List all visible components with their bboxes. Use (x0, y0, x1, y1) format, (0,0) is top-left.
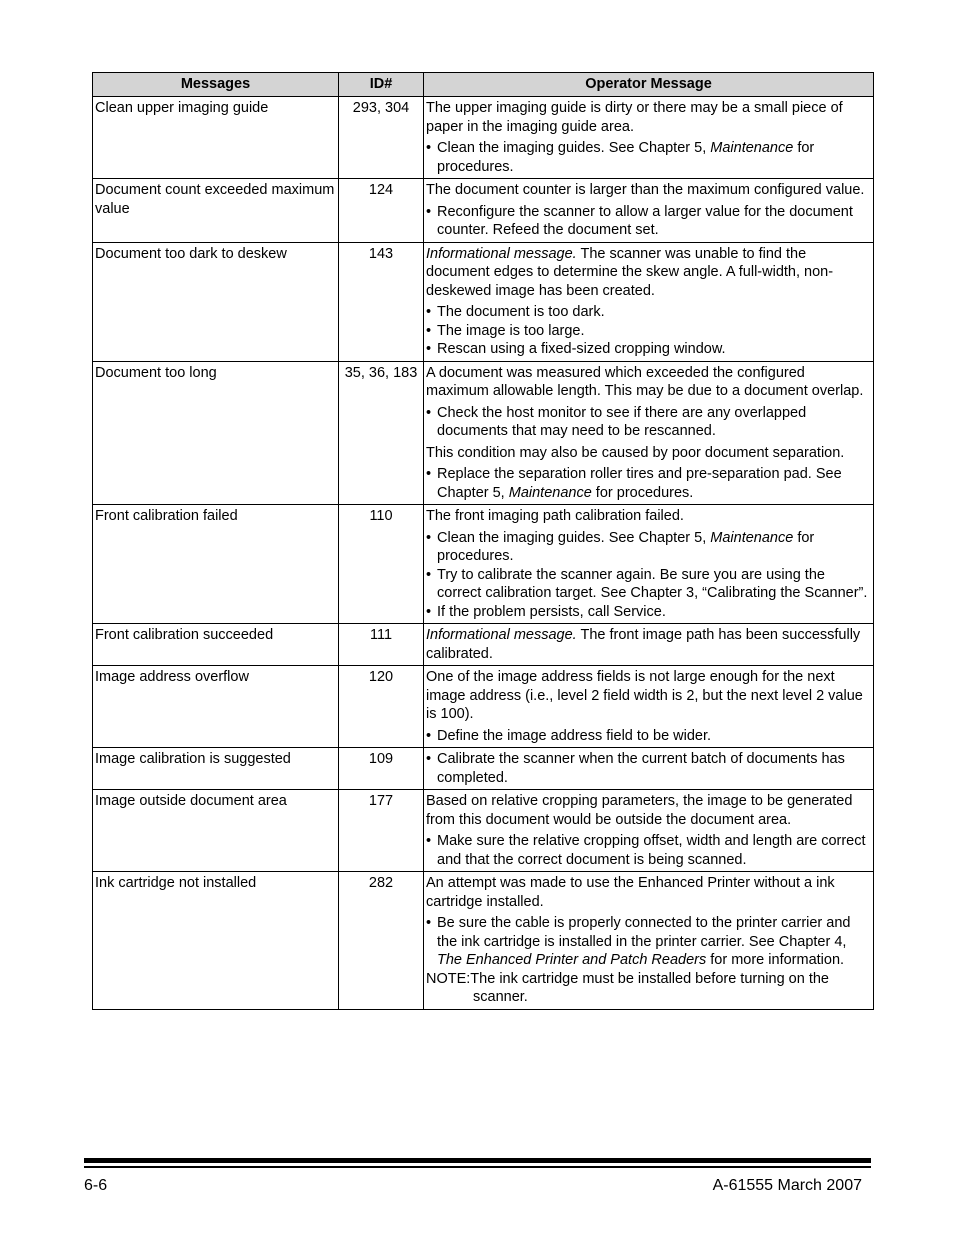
id-cell: 124 (339, 179, 424, 243)
operator-message-cell (424, 666, 874, 748)
document-id: A-61555 March 2007 (712, 1177, 862, 1194)
message-cell: Front calibration succeeded (93, 624, 339, 666)
paragraph (426, 444, 870, 463)
paragraph (426, 668, 870, 724)
bullet-item (426, 566, 870, 603)
table-header-row (93, 73, 874, 97)
bullet-item (426, 727, 870, 746)
text-run: This condition may also be caused by poor document separation. (426, 444, 845, 461)
bullet-item (426, 603, 870, 622)
italic-text: Maintenance (710, 529, 794, 546)
text-run: NOTE:The ink cartridge must be installed before turning on the scanner. (426, 970, 829, 1005)
id-cell: 293, 304 (339, 97, 424, 179)
text-run: If the problem persists, call Service. (437, 603, 666, 620)
message-cell: Document too long (93, 361, 339, 505)
text-run: for more information. (706, 952, 845, 968)
table-body (93, 97, 874, 1010)
bullet-item (426, 340, 870, 359)
paragraph (426, 364, 870, 401)
text-run: for procedures. (437, 140, 815, 175)
bullet-item (426, 139, 870, 176)
bullet-item (426, 404, 870, 441)
text-run: Define the image address field to be wider. (437, 727, 712, 744)
italic-text: Maintenance (710, 140, 794, 156)
message-cell: Image calibration is suggested (93, 748, 339, 790)
text-run: Be sure the cable is properly connected to the printer carrier and the ink cartridge is installed in the printer carrier. See Chapter 4, (437, 915, 851, 950)
text-run: for procedures. (591, 484, 694, 501)
id-cell: 143 (339, 242, 424, 361)
text-run: Calibrate the scanner when the current batch of documents has completed. (437, 751, 845, 786)
text-run: An attempt was made to use the Enhanced Printer without a ink cartridge installed. (426, 875, 835, 910)
bullet-item (426, 529, 870, 566)
message-cell: Document too dark to deskew (93, 242, 339, 361)
italic-text: Maintenance (508, 484, 592, 501)
italic-text: Informational message. (426, 245, 577, 262)
table-row (93, 748, 874, 790)
page-number: 6-6 (84, 1177, 108, 1194)
text-run: A document was measured which exceeded the configured maximum allowable length. This may be due to a document overlap. (426, 364, 864, 399)
message-cell: Document count exceeded maximum value (93, 179, 339, 243)
table-row (93, 624, 874, 666)
id-cell: 282 (339, 872, 424, 1010)
id-cell: 109 (339, 748, 424, 790)
paragraph (426, 99, 870, 136)
operator-message-cell (424, 179, 874, 243)
paragraph (426, 626, 870, 663)
header-messages: Messages (93, 73, 339, 97)
text-run: The upper imaging guide is dirty or there may be a small piece of paper in the imaging guide area. (426, 100, 843, 135)
text-run: Clean the imaging guides. See Chapter 5, (437, 140, 711, 156)
table-row (93, 505, 874, 624)
message-cell: Image outside document area (93, 790, 339, 872)
table-row (93, 242, 874, 361)
paragraph (426, 245, 870, 301)
text-run: Reconfigure the scanner to allow a larger value for the document counter. Refeed the document set. (437, 203, 853, 238)
operator-message-cell (424, 748, 874, 790)
text-run: The document is too dark. (437, 304, 605, 320)
operator-message-cell (424, 97, 874, 179)
message-cell: Ink cartridge not installed (93, 872, 339, 1010)
text-run: The document counter is larger than the maximum configured value. (426, 182, 865, 198)
text-run: One of the image address fields is not large enough for the next image address (i.e., level 2 field width is 2, but the next level 2 value is 100). (426, 669, 863, 722)
table-row (93, 666, 874, 748)
text-run: The scanner was unable to find the document edges to determine the skew angle. A full-width, non-deskewed image has been created. (426, 245, 834, 299)
footer-rule-thick (84, 1158, 871, 1163)
table-row (93, 179, 874, 243)
paragraph (426, 792, 870, 829)
bullet-item (426, 832, 870, 869)
italic-text: The Enhanced Printer and Patch Readers (437, 952, 707, 968)
text-run: Check the host monitor to see if there are any overlapped documents that may need to be rescanned. (437, 404, 807, 439)
message-cell: Front calibration failed (93, 505, 339, 624)
operator-message-cell (424, 872, 874, 1010)
text-run: The front imaging path calibration failed. (426, 508, 684, 524)
table-row (93, 872, 874, 1010)
text-run: Replace the separation roller tires and pre-separation pad. See Chapter 5, (437, 466, 842, 501)
operator-message-cell (424, 361, 874, 505)
message-cell: Clean upper imaging guide (93, 97, 339, 179)
operator-message-cell (424, 790, 874, 872)
bullet-item (426, 914, 870, 970)
text-run: Rescan using a fixed-sized cropping window. (437, 341, 726, 357)
bullet-item (426, 465, 870, 502)
operator-message-cell (424, 624, 874, 666)
message-cell: Image address overflow (93, 666, 339, 748)
text-run: Clean the imaging guides. See Chapter 5, (437, 529, 711, 546)
text-run: Based on relative cropping parameters, the image to be generated from this document would be outside the document area. (426, 793, 853, 828)
text-run: Try to calibrate the scanner again. Be sure you are using the correct calibration target. See Chapter 3, “Calibrating the Scanner”. (437, 566, 868, 601)
paragraph (426, 507, 870, 526)
text-run: The image is too large. (437, 322, 585, 339)
id-cell: 111 (339, 624, 424, 666)
id-cell: 110 (339, 505, 424, 624)
bullet-item (426, 303, 870, 322)
operator-messages-table (92, 72, 874, 1010)
operator-message-cell (424, 242, 874, 361)
text-run: The front image path has been successfully calibrated. (426, 627, 861, 662)
text-run: for procedures. (437, 529, 815, 564)
header-operator-message: Operator Message (424, 73, 874, 97)
operator-message-cell (424, 505, 874, 624)
bullet-item (426, 750, 870, 787)
id-cell: 177 (339, 790, 424, 872)
table-row (93, 97, 874, 179)
bullet-item (426, 203, 870, 240)
footer-rule-thin (84, 1166, 871, 1168)
italic-text: Informational message. (426, 627, 577, 643)
paragraph (426, 874, 870, 911)
table-row (93, 361, 874, 505)
note-paragraph (426, 970, 870, 1007)
id-cell: 120 (339, 666, 424, 748)
header-id: ID# (339, 73, 424, 97)
paragraph (426, 181, 870, 200)
bullet-item (426, 322, 870, 341)
id-cell: 35, 36, 183 (339, 361, 424, 505)
table-row (93, 790, 874, 872)
text-run: Make sure the relative cropping offset, width and length are correct and that the correct document is being scanned. (437, 833, 866, 868)
